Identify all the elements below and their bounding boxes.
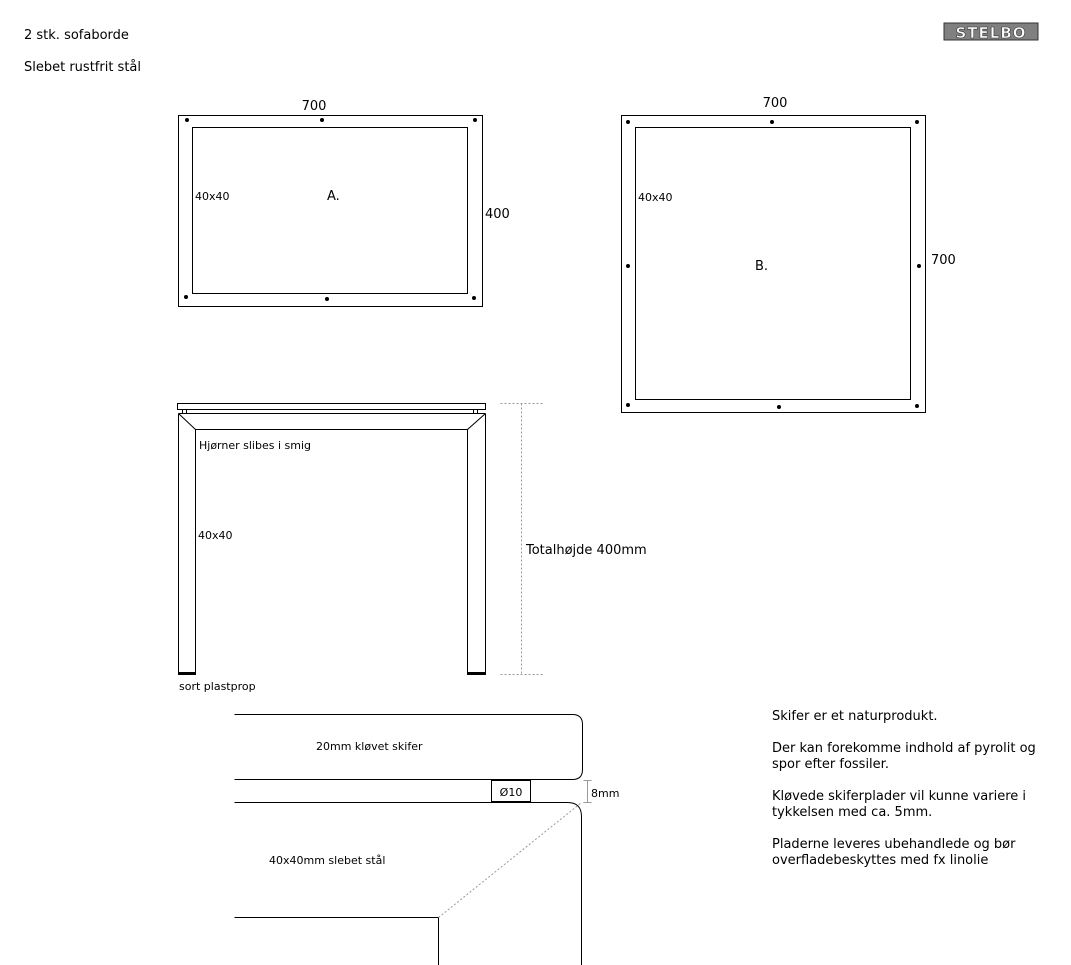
side-view-frame <box>179 414 486 675</box>
table-a-outer-frame <box>179 116 483 307</box>
foot-note: sort plastprop <box>179 680 256 693</box>
table-b-bolt <box>915 120 919 124</box>
miter-line <box>439 803 582 918</box>
table-a-profile-label: 40x40 <box>195 190 230 203</box>
note-line: Kløvede skiferplader vil kunne variere i <box>772 789 1026 804</box>
gap-label: 8mm <box>591 787 620 800</box>
logo-text: STELBO <box>955 24 1027 42</box>
table-a-bolt <box>184 295 188 299</box>
foot-plug <box>467 672 486 675</box>
stelbo-logo <box>944 23 1038 42</box>
notes-block <box>772 709 1036 868</box>
slate-label: 20mm kløvet skifer <box>316 740 423 753</box>
side-view <box>178 404 647 694</box>
table-a-inner-frame <box>193 128 468 294</box>
side-view-spacer <box>183 410 187 414</box>
note-line: Der kan forekomme indhold af pyrolit og <box>772 741 1036 756</box>
table-b-bolt <box>626 264 630 268</box>
table-a-label: A. <box>327 189 340 204</box>
steel-profile-outline <box>235 803 582 965</box>
table-b-height-label: 700 <box>931 253 956 268</box>
table-a-bolt <box>325 297 329 301</box>
note-line: Pladerne leveres ubehandlede og bør <box>772 837 1016 852</box>
note-line: Skifer er et naturprodukt. <box>772 709 938 724</box>
steel-label: 40x40mm slebet stål <box>269 854 386 867</box>
foot-plug <box>178 672 196 675</box>
table-b-width-label: 700 <box>762 96 788 111</box>
total-height-label: Totalhøjde 400mm <box>526 543 647 558</box>
drawing-title: 2 stk. sofaborde <box>24 28 129 43</box>
table-b-profile-label: 40x40 <box>638 191 673 204</box>
table-b-label: B. <box>755 259 769 274</box>
drawing-subtitle: Slebet rustfrit stål <box>24 60 142 75</box>
table-a-width-label: 700 <box>301 99 327 114</box>
table-a-top-view <box>179 99 510 307</box>
table-b-bolt <box>626 403 630 407</box>
table-b-bolt <box>915 404 919 408</box>
corner-note: Hjørner slibes i smig <box>199 439 312 452</box>
table-a-height-label: 400 <box>485 207 510 222</box>
table-a-bolt <box>472 296 476 300</box>
table-a-bolt <box>473 118 477 122</box>
side-view-profile-label: 40x40 <box>198 529 233 542</box>
bolt-label: Ø10 <box>499 786 523 799</box>
table-b-bolt <box>777 405 781 409</box>
table-a-bolt <box>320 118 324 122</box>
side-view-spacer <box>474 410 478 414</box>
note-line: spor efter fossiler. <box>772 757 889 772</box>
side-view-tabletop <box>178 404 486 410</box>
table-b-inner-frame <box>636 128 911 400</box>
table-b-outer-frame <box>622 116 926 413</box>
table-b-bolt <box>770 120 774 124</box>
table-b-bolt <box>626 120 630 124</box>
note-line: tykkelsen med ca. 5mm. <box>772 805 933 820</box>
detail-view <box>235 715 620 965</box>
note-line: overfladebeskyttes med fx linolie <box>772 853 989 868</box>
table-a-bolt <box>185 118 189 122</box>
table-b-bolt <box>917 264 921 268</box>
table-b-top-view <box>622 96 956 413</box>
